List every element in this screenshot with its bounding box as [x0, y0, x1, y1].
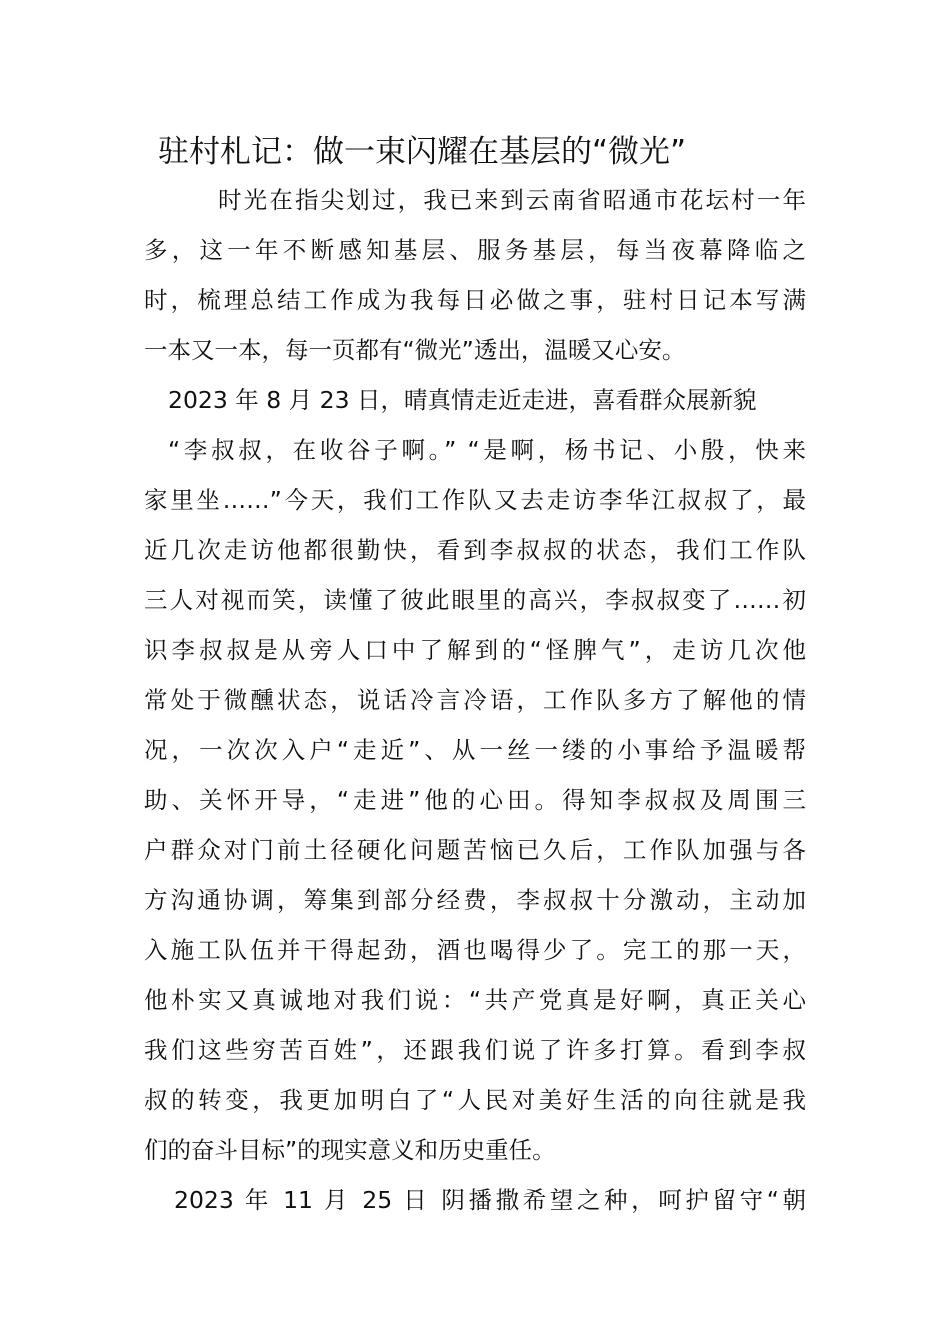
paragraph-2-line-8: 助、关怀开导，“走进”他的心田。得知李叔叔及周围三	[144, 786, 806, 814]
diary-heading-1: 2023 年 8 月 23 日，晴真情走近走进，喜看群众展新貌	[168, 386, 757, 414]
paragraph-2-line-15: 们的奋斗目标”的现实意义和历史重任。	[144, 1136, 556, 1164]
paragraph-2-line-10: 方沟通协调，筹集到部分经费，李叔叔十分激动，主动加	[144, 886, 806, 914]
paragraph-1-line-2: 多，这一年不断感知基层、服务基层，每当夜幕降临之	[144, 236, 806, 264]
paragraph-2-line-14: 叔的转变，我更加明白了“人民对美好生活的向往就是我	[144, 1086, 806, 1114]
document-title: 驻村札记：做一束闪耀在基层的“微光”	[158, 134, 687, 170]
paragraph-2-line-13: 我们这些穷苦百姓”，还跟我们说了许多打算。看到李叔	[144, 1036, 806, 1064]
paragraph-2-line-6: 常处于微醺状态，说话冷言冷语，工作队多方了解他的情	[144, 686, 806, 714]
paragraph-2-line-7: 况，一次次入户“走近”、从一丝一缕的小事给予温暖帮	[144, 736, 806, 764]
paragraph-2-line-4: 三人对视而笑，读懂了彼此眼里的高兴，李叔叔变了……初	[144, 586, 806, 614]
diary-heading-2: 2023 年 11 月 25 日 阴播撒希望之种，呵护留守“朝	[174, 1186, 806, 1214]
paragraph-1-line-4: 一本又一本，每一页都有“微光”透出，温暖又心安。	[144, 336, 686, 364]
paragraph-2-line-3: 近几次走访他都很勤快，看到李叔叔的状态，我们工作队	[144, 536, 806, 564]
paragraph-2-line-5: 识李叔叔是从旁人口中了解到的“怪脾气”，走访几次他	[144, 636, 806, 664]
paragraph-1-line-3: 时，梳理总结工作成为我每日必做之事，驻村日记本写满	[144, 286, 806, 314]
paragraph-1-line-1: 时光在指尖划过，我已来到云南省昭通市花坛村一年	[218, 186, 806, 214]
paragraph-2-line-9: 户群众对门前土径硬化问题苦恼已久后，工作队加强与各	[144, 836, 806, 864]
paragraph-2-line-2: 家里坐……”今天，我们工作队又去走访李华江叔叔了，最	[144, 486, 806, 514]
paragraph-2-line-1: “李叔叔，在收谷子啊。” “是啊，杨书记、小殷，快来	[168, 436, 806, 464]
paragraph-2-line-12: 他朴实又真诚地对我们说：“共产党真是好啊，真正关心	[144, 986, 806, 1014]
paragraph-2-line-11: 入施工队伍并干得起劲，酒也喝得少了。完工的那一天，	[144, 936, 806, 964]
